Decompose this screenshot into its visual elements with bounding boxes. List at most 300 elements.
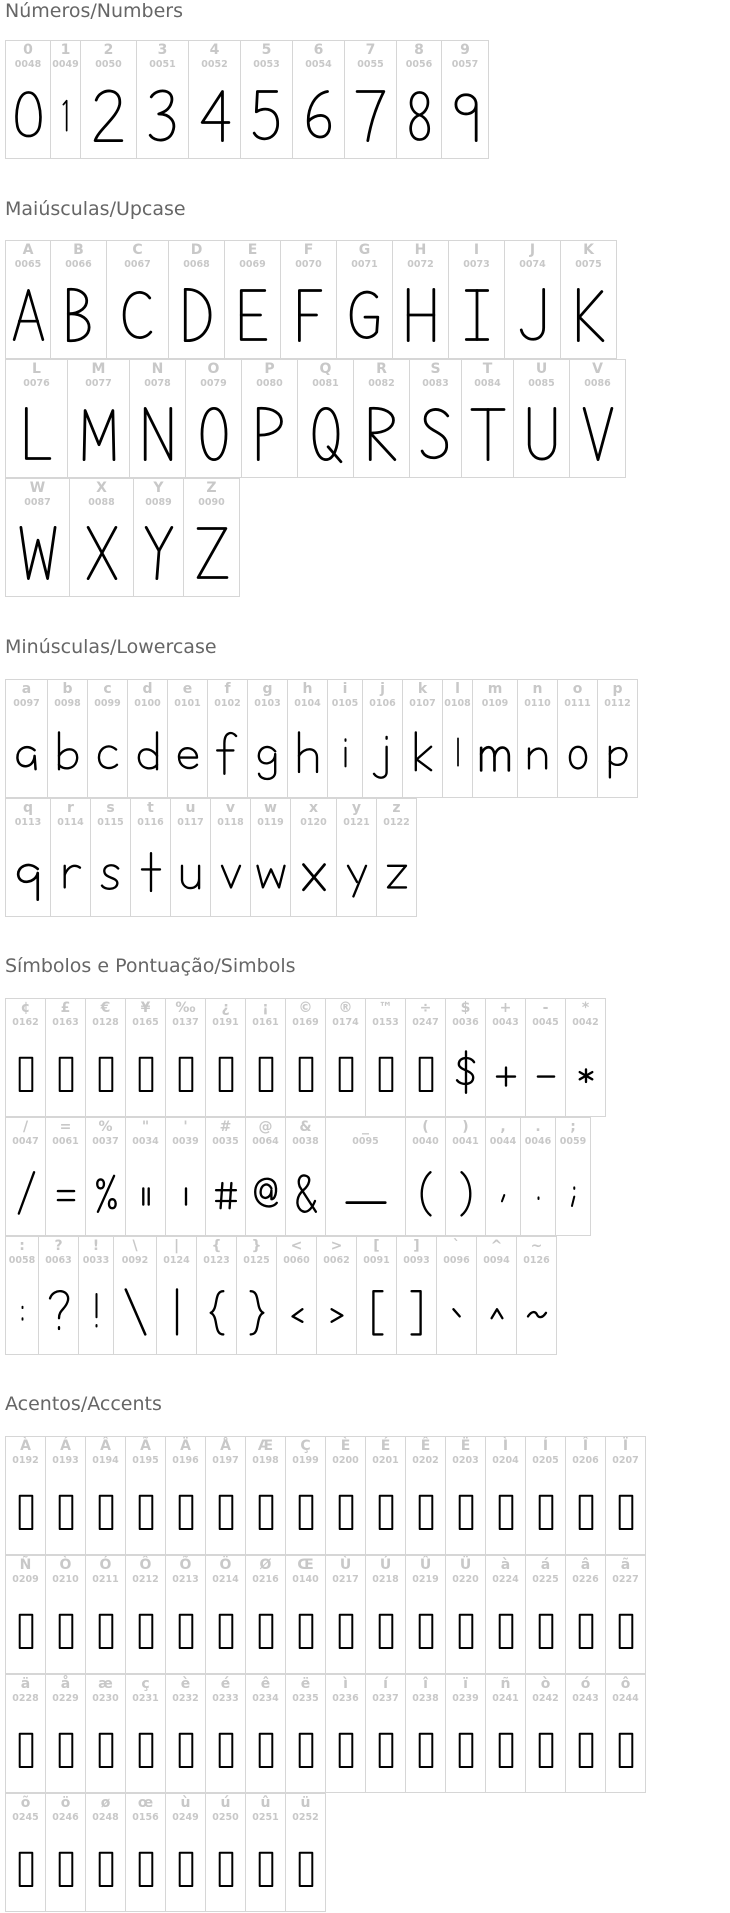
glyph-cell: [565, 998, 606, 1117]
glyph-char-label: L: [32, 361, 41, 377]
char-0063-glyph: [41, 1279, 77, 1343]
letter-s-upper-glyph: [412, 402, 460, 466]
glyph-char-label: w: [264, 800, 277, 816]
glyph-cell: [165, 1436, 206, 1555]
glyph-code-label: 0247: [412, 1017, 439, 1028]
glyph-cell: [45, 1436, 86, 1555]
char-0218-glyph: [368, 1598, 404, 1662]
char-0207-glyph: [608, 1479, 644, 1543]
char-0236-glyph: [328, 1717, 364, 1781]
glyph-preview: [246, 1148, 285, 1235]
letter-y-lower-glyph: [339, 841, 375, 905]
section-title: Acentos/Accents: [5, 1393, 162, 1415]
glyph-char-label: v: [225, 800, 236, 816]
glyph-preview: [406, 1586, 445, 1673]
char-0203-glyph: [448, 1479, 484, 1543]
glyph-cell: [445, 1436, 486, 1555]
glyph-char-label: *: [581, 1000, 590, 1016]
glyph-cell: [125, 1436, 166, 1555]
glyph-char-label: x: [308, 800, 319, 816]
char-0213-glyph: [168, 1598, 204, 1662]
glyph-code-label: 0042: [572, 1017, 599, 1028]
glyph-preview: [225, 271, 280, 358]
char-0064-glyph: [248, 1160, 284, 1224]
glyph-char-label: i: [342, 681, 348, 697]
glyph-code-label: 0035: [212, 1136, 239, 1147]
glyph-char-label: ¿: [221, 1000, 230, 1016]
glyph-preview: [166, 1586, 205, 1673]
glyph-code-label: 0081: [312, 378, 339, 389]
glyph-cell: [69, 478, 134, 597]
glyph-cell: [45, 1117, 86, 1236]
glyph-cell: [316, 1236, 357, 1355]
char-0195-glyph: [128, 1479, 164, 1543]
glyph-char-label: ê: [260, 1676, 271, 1692]
glyph-cell: [50, 798, 91, 917]
glyph-code-label: 0090: [198, 497, 225, 508]
glyph-preview: [206, 1824, 245, 1911]
glyph-code-label: 0206: [572, 1455, 599, 1466]
glyph-preview: [517, 1267, 556, 1354]
glyph-char-label: é: [220, 1676, 231, 1692]
glyph-cell: [276, 1236, 317, 1355]
glyph-char-label: ï: [463, 1676, 468, 1692]
glyph-code-label: 0163: [52, 1017, 79, 1028]
glyph-code-label: 0236: [332, 1693, 359, 1704]
char-0244-glyph: [608, 1717, 644, 1781]
glyph-preview: [286, 1824, 325, 1911]
glyph-cell: [445, 998, 486, 1117]
letter-u-lower-glyph: [173, 841, 209, 905]
glyph-code-label: 0100: [134, 698, 161, 709]
glyph-code-label: 0040: [412, 1136, 439, 1147]
glyph-code-label: 0044: [489, 1136, 517, 1147]
glyph-preview: [526, 1586, 565, 1673]
glyph-code-label: 0117: [177, 817, 204, 828]
glyph-code-label: 0161: [252, 1017, 279, 1028]
glyph-cell: [45, 1793, 86, 1912]
glyph-cell: [297, 359, 354, 478]
glyph-code-label: 0207: [612, 1455, 639, 1466]
glyph-code-label: 0103: [254, 698, 281, 709]
glyph-cell: [5, 1117, 46, 1236]
letter-c-lower-glyph: [90, 722, 126, 786]
glyph-char-label: e: [182, 681, 193, 697]
glyph-preview: [246, 1824, 285, 1911]
glyph-preview: [6, 271, 50, 358]
glyph-code-label: 0193: [52, 1455, 79, 1466]
glyph-preview: [521, 1148, 555, 1235]
char-0252-glyph: [288, 1836, 324, 1900]
glyph-char-label: E: [247, 242, 258, 258]
glyph-code-label: 0070: [295, 259, 322, 270]
digit-6-glyph: [295, 83, 343, 147]
glyph-char-label: +: [499, 1000, 512, 1016]
glyph-code-label: 0165: [132, 1017, 159, 1028]
glyph-preview: [598, 710, 637, 797]
glyph-char-label: V: [592, 361, 603, 377]
glyph-preview: [6, 1467, 45, 1554]
glyph-char-label: Ê: [420, 1438, 431, 1454]
glyph-preview: [51, 271, 106, 358]
glyph-preview: [184, 509, 239, 596]
glyph-cell: [85, 1117, 126, 1236]
glyph-preview: [442, 71, 488, 158]
glyph-preview: [514, 390, 569, 477]
glyph-preview: [446, 1705, 485, 1792]
glyph-char-label: £: [60, 1000, 71, 1016]
letter-f-lower-glyph: [210, 722, 246, 786]
glyph-preview: [6, 509, 69, 596]
glyph-cell: [5, 1793, 46, 1912]
glyph-char-label: Œ: [297, 1557, 314, 1573]
char-0201-glyph: [368, 1479, 404, 1543]
glyph-char-label: Ù: [339, 1557, 352, 1573]
glyph-preview: [337, 271, 392, 358]
char-0200-glyph: [328, 1479, 364, 1543]
letter-x-lower-glyph: [293, 841, 335, 905]
glyph-preview: [166, 1705, 205, 1792]
char-0249-glyph: [168, 1836, 204, 1900]
glyph-preview: [6, 1148, 45, 1235]
glyph-cell: [441, 40, 489, 159]
glyph-char-label: Ï: [622, 1438, 629, 1454]
glyph-char-label: W: [29, 480, 46, 496]
letter-v-lower-glyph: [213, 841, 249, 905]
char-0047-glyph: [8, 1160, 44, 1224]
glyph-preview: [317, 1267, 356, 1354]
glyph-code-label: 0197: [212, 1455, 239, 1466]
char-0227-glyph: [608, 1598, 644, 1662]
glyph-char-label: N: [151, 361, 164, 377]
glyph-code-label: 0097: [13, 698, 40, 709]
glyph-char-label: j: [380, 681, 385, 697]
glyph-cell: [165, 1674, 206, 1793]
letter-b-lower-glyph: [50, 722, 86, 786]
glyph-preview: [51, 71, 80, 158]
glyph-preview: [277, 1267, 316, 1354]
char-0250-glyph: [208, 1836, 244, 1900]
glyph-code-label: 0072: [407, 259, 434, 270]
glyph-code-label: 0085: [528, 378, 555, 389]
char-0233-glyph: [208, 1717, 244, 1781]
char-0247-glyph: [408, 1041, 444, 1105]
glyph-cell: [513, 359, 570, 478]
glyph-code-label: 0194: [92, 1455, 119, 1466]
letter-i-upper-glyph: [453, 283, 501, 347]
glyph-cell: [5, 679, 48, 798]
glyph-preview: [406, 1467, 445, 1554]
glyph-cell: [557, 679, 598, 798]
glyph-preview: [46, 1467, 85, 1554]
glyph-cell: [525, 1555, 566, 1674]
glyph-char-label: ": [141, 1119, 150, 1135]
glyph-cell: [224, 240, 281, 359]
glyph-cell: [525, 1436, 566, 1555]
glyph-code-label: 0071: [351, 259, 378, 270]
letter-t-upper-glyph: [464, 402, 512, 466]
letter-r-upper-glyph: [358, 402, 406, 466]
glyph-code-label: 0220: [452, 1574, 479, 1585]
glyph-code-label: 0199: [292, 1455, 319, 1466]
glyph-code-label: 0212: [132, 1574, 159, 1585]
glyph-cell: [365, 1555, 406, 1674]
glyph-preview: [137, 71, 188, 158]
letter-c-upper-glyph: [114, 283, 162, 347]
glyph-cell: [5, 478, 70, 597]
glyph-code-label: 0036: [452, 1017, 479, 1028]
glyph-preview: [128, 710, 167, 797]
glyph-char-label: <: [290, 1238, 303, 1254]
char-0034-glyph: [128, 1160, 164, 1224]
glyph-preview: [171, 829, 210, 916]
glyph-cell: [402, 679, 443, 798]
char-0140-glyph: [288, 1598, 324, 1662]
char-0194-glyph: [88, 1479, 124, 1543]
glyph-preview: [486, 1148, 520, 1235]
glyph-cell: [90, 798, 131, 917]
glyph-cell: [240, 40, 293, 159]
glyph-preview: [46, 1148, 85, 1235]
glyph-preview: [186, 390, 241, 477]
glyph-code-label: 0218: [372, 1574, 399, 1585]
glyph-char-label: ): [462, 1119, 469, 1135]
glyph-code-label: 0084: [474, 378, 501, 389]
glyph-code-label: 0156: [132, 1812, 159, 1823]
digit-3-glyph: [139, 83, 187, 147]
glyph-preview: [6, 1029, 45, 1116]
glyph-preview: [107, 271, 168, 358]
glyph-cell: [205, 1117, 246, 1236]
glyph-code-label: 0037: [92, 1136, 119, 1147]
letter-k-upper-glyph: [565, 283, 613, 347]
glyph-char-label: .: [535, 1119, 541, 1135]
glyph-preview: [326, 1029, 365, 1116]
glyph-preview: [406, 1148, 445, 1235]
glyph-preview: [157, 1267, 196, 1354]
glyph-cell: [5, 1674, 46, 1793]
glyph-code-label: 0241: [492, 1693, 519, 1704]
glyph-code-label: 0043: [492, 1017, 519, 1028]
glyph-cell: [325, 1555, 366, 1674]
glyph-char-label: ~: [530, 1238, 543, 1254]
glyph-preview: [46, 1824, 85, 1911]
glyph-char-label: ç: [141, 1676, 150, 1692]
glyph-char-label: ø: [100, 1795, 111, 1811]
glyph-code-label: 0077: [85, 378, 112, 389]
glyph-preview: [86, 1586, 125, 1673]
glyph-code-label: 0111: [564, 698, 591, 709]
glyph-char-label: ä: [20, 1676, 31, 1692]
glyph-preview: [169, 271, 224, 358]
glyph-preview: [345, 71, 396, 158]
glyph-code-label: 0229: [52, 1693, 79, 1704]
glyph-preview: [566, 1705, 605, 1792]
glyph-code-label: 0088: [88, 497, 115, 508]
glyph-preview: [241, 71, 292, 158]
glyph-char-label: Á: [60, 1438, 71, 1454]
glyph-preview: [570, 390, 625, 477]
glyph-char-label: Y: [153, 480, 164, 496]
char-0036-glyph: [448, 1041, 484, 1105]
glyph-char-label: ã: [620, 1557, 631, 1573]
glyph-cell: [5, 998, 46, 1117]
glyph-preview: [288, 710, 327, 797]
glyph-preview: [206, 1705, 245, 1792]
glyph-preview: [86, 1029, 125, 1116]
glyph-preview: [566, 1586, 605, 1673]
glyph-char-label: Ã: [140, 1438, 151, 1454]
glyph-code-label: 0055: [357, 59, 384, 70]
glyph-cell: [125, 1555, 166, 1674]
glyph-cell: [85, 1674, 126, 1793]
char-0229-glyph: [48, 1717, 84, 1781]
glyph-cell: [45, 1674, 86, 1793]
glyph-char-label: ÷: [419, 1000, 432, 1016]
glyph-preview: [166, 1824, 205, 1911]
glyph-code-label: 0075: [575, 259, 602, 270]
glyph-char-label: Ä: [180, 1438, 191, 1454]
glyph-char-label: &: [299, 1119, 312, 1135]
char-0220-glyph: [448, 1598, 484, 1662]
glyph-code-label: 0198: [252, 1455, 279, 1466]
glyph-preview: [366, 1029, 405, 1116]
glyph-code-label: 0124: [163, 1255, 190, 1266]
char-0209-glyph: [8, 1598, 44, 1662]
glyph-char-label: ú: [220, 1795, 231, 1811]
glyph-code-label: 0033: [82, 1255, 110, 1266]
glyph-code-label: 0125: [243, 1255, 270, 1266]
digit-0-glyph: [8, 83, 49, 147]
glyph-code-label: 0226: [572, 1574, 599, 1585]
glyph-code-label: 0062: [323, 1255, 350, 1266]
glyph-code-label: 0076: [23, 378, 50, 389]
char-0226-glyph: [568, 1598, 604, 1662]
glyph-preview: [46, 1029, 85, 1116]
glyph-cell: [445, 1555, 486, 1674]
glyph-preview: [86, 1467, 125, 1554]
char-0246-glyph: [48, 1836, 84, 1900]
glyph-cell: [205, 1436, 246, 1555]
glyph-code-label: 0068: [183, 259, 210, 270]
glyph-code-label: 0065: [14, 259, 42, 270]
glyph-preview: [363, 710, 402, 797]
glyph-code-label: 0122: [383, 817, 410, 828]
glyph-preview: [126, 1029, 165, 1116]
char-0042-glyph: [568, 1041, 604, 1105]
glyph-preview: [70, 509, 133, 596]
glyph-code-label: 0052: [201, 59, 228, 70]
glyph-code-label: 0235: [292, 1693, 319, 1704]
glyph-char-label: 2: [103, 42, 114, 58]
glyph-cell: [85, 1555, 126, 1674]
glyph-char-label: :: [19, 1238, 25, 1254]
glyph-code-label: 0238: [412, 1693, 439, 1704]
glyph-char-label: ]: [413, 1238, 420, 1254]
glyph-char-label: á: [540, 1557, 551, 1573]
glyph-char-label: ù: [180, 1795, 191, 1811]
glyph-cell: [517, 679, 558, 798]
char-0225-glyph: [528, 1598, 564, 1662]
char-0156-glyph: [128, 1836, 164, 1900]
glyph-preview: [6, 710, 47, 797]
char-0196-glyph: [168, 1479, 204, 1543]
glyph-char-label: G: [358, 242, 371, 258]
glyph-cell: [485, 998, 526, 1117]
glyph-code-label: 0195: [132, 1455, 159, 1466]
glyph-cell: [569, 359, 626, 478]
glyph-preview: [79, 1267, 113, 1354]
glyph-code-label: 0211: [92, 1574, 119, 1585]
letter-q-lower-glyph: [8, 841, 49, 905]
glyph-char-label: Ë: [460, 1438, 471, 1454]
glyph-cell: [205, 998, 246, 1117]
glyph-preview: [406, 1705, 445, 1792]
digit-8-glyph: [399, 83, 440, 147]
glyph-preview: [6, 1824, 45, 1911]
glyph-char-label: @: [258, 1119, 273, 1135]
glyph-code-label: 0232: [172, 1693, 199, 1704]
glyph-cell: [516, 1236, 557, 1355]
char-0235-glyph: [288, 1717, 324, 1781]
glyph-code-label: 0224: [492, 1574, 519, 1585]
char-0211-glyph: [88, 1598, 124, 1662]
glyph-code-label: 0191: [212, 1017, 239, 1028]
glyph-cell: [165, 1793, 206, 1912]
glyph-preview: [168, 710, 207, 797]
glyph-code-label: 0063: [45, 1255, 72, 1266]
glyph-char-label: S: [430, 361, 441, 377]
glyph-code-label: 0205: [532, 1455, 559, 1466]
glyph-cell: [325, 1117, 406, 1236]
char-0238-glyph: [408, 1717, 444, 1781]
glyph-cell: [87, 679, 128, 798]
glyph-code-label: 0074: [519, 259, 546, 270]
glyph-preview: [526, 1705, 565, 1792]
glyph-char-label: â: [580, 1557, 591, 1573]
glyph-preview: [46, 1705, 85, 1792]
char-0219-glyph: [408, 1598, 444, 1662]
glyph-cell: [205, 1674, 246, 1793]
glyph-code-label: 0064: [252, 1136, 279, 1147]
letter-k-lower-glyph: [405, 722, 441, 786]
glyph-code-label: 0203: [452, 1455, 479, 1466]
glyph-char-label: õ: [20, 1795, 31, 1811]
glyph-preview: [397, 1267, 436, 1354]
char-0124-glyph: [159, 1279, 195, 1343]
glyph-char-label: B: [73, 242, 84, 258]
glyph-char-label: å: [60, 1676, 71, 1692]
glyph-char-label: y: [351, 800, 362, 816]
glyph-cell: [476, 1236, 517, 1355]
glyph-cell: [325, 998, 366, 1117]
glyph-char-label: Ì: [502, 1438, 509, 1454]
glyph-cell: [129, 359, 186, 478]
glyph-cell: [472, 679, 518, 798]
glyph-code-label: 0049: [52, 59, 79, 70]
glyph-code-label: 0123: [203, 1255, 230, 1266]
char-0217-glyph: [328, 1598, 364, 1662]
char-0058-glyph: [8, 1279, 37, 1343]
char-0230-glyph: [88, 1717, 124, 1781]
glyph-preview: [246, 1586, 285, 1673]
glyph-char-label: ì: [343, 1676, 348, 1692]
glyph-cell: [555, 1117, 591, 1236]
glyph-code-label: 0057: [451, 59, 479, 70]
glyph-cell: [605, 1674, 646, 1793]
glyph-cell: [287, 679, 328, 798]
char-0228-glyph: [8, 1717, 44, 1781]
